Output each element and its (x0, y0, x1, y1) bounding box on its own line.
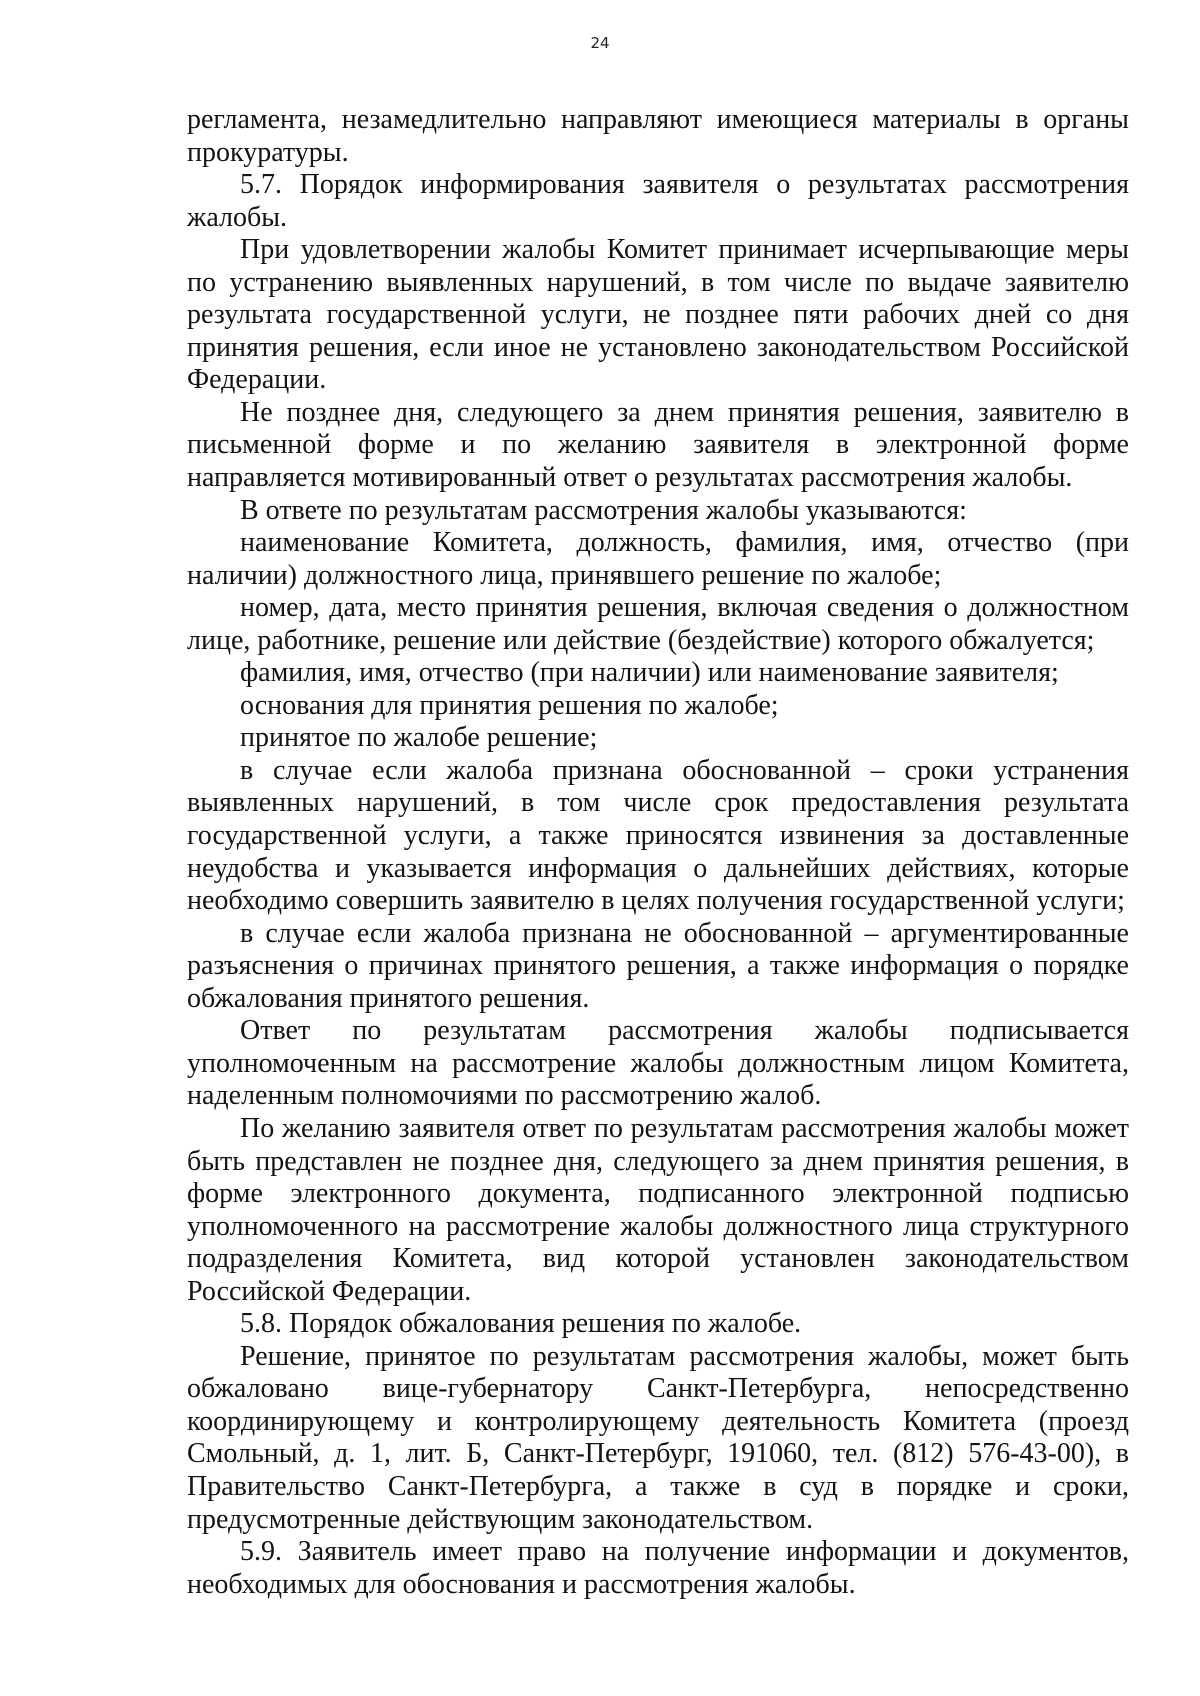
list-item: наименование Комитета, должность, фамилия, имя, отчество (при наличии) должностного лица, принявшего решение по жалобе; (187, 527, 1129, 591)
section-5-7-heading: 5.7. Порядок информирования заявителя о результатах рассмотрения жалобы. (187, 169, 1129, 233)
list-item: в случае если жалоба признана обоснованной – сроки устранения выявленных нарушений, в том числе срок предоставления результата государственной услуги, а также приносятся извинения за доставленные неудобства и указывается информация о дальнейших действиях, которые необходимо совершить заявителю в целях получения государственной услуги; (187, 754, 1129, 917)
paragraph: По желанию заявителя ответ по результатам рассмотрения жалобы может быть представлен не позднее дня, следующего за днем принятия решения, в форме электронного документа, подписанного электронной подписью уполномоченного на рассмотрение жалобы должностного лица структурного подразделения Комитета, вид которой установлен законодательством Российской Федерации. (187, 1112, 1129, 1307)
list-item: основания для принятия решения по жалобе; (240, 689, 779, 721)
document-body (187, 104, 1129, 1601)
list-item: принятое по жалобе решение; (240, 722, 598, 754)
list-item: номер, дата, место принятия решения, включая сведения о должностном лице, работнике, решение или действие (бездействие) которого обжалуется; (187, 592, 1129, 656)
paragraph: В ответе по результатам рассмотрения жалобы указываются: (240, 494, 967, 526)
section-5-8-heading: 5.8. Порядок обжалования решения по жалобе. (240, 1308, 802, 1340)
list-item: фамилия, имя, отчество (при наличии) или наименование заявителя; (240, 657, 1059, 689)
list-item: в случае если жалоба признана не обоснованной – аргументированные разъяснения о причинах принятого решения, а также информация о порядке обжалования принятого решения. (187, 917, 1129, 1014)
paragraph: Ответ по результатам рассмотрения жалобы подписывается уполномоченным на рассмотрение жалобы должностным лицом Комитета, наделенным полномочиями по рассмотрению жалоб. (187, 1015, 1129, 1112)
page-number: 24 (590, 34, 610, 52)
paragraph: Не позднее дня, следующего за днем принятия решения, заявителю в письменной форме и по желанию заявителя в электронной форме направляется мотивированный ответ о результатах рассмотрения жалобы. (187, 396, 1129, 494)
paragraph: Решение, принятое по результатам рассмотрения жалобы, может быть обжаловано вице-губернатору Санкт-Петербурга, непосредственно координирующему и контролирующему деятельность Комитета (проезд Смольный, д. 1, лит. Б, Санкт-Петербург, 191060, тел. (812) 576-43-00), в Правительство Санкт-Петербурга, а также в суд в порядке и сроки, предусмотренные действующим законодательством. (187, 1340, 1129, 1535)
section-5-9-paragraph: 5.9. Заявитель имеет право на получение информации и документов, необходимых для обоснования и рассмотрения жалобы. (187, 1536, 1129, 1600)
paragraph-continuation: регламента, незамедлительно направляют имеющиеся материалы в органы прокуратуры. (187, 104, 1129, 168)
paragraph: При удовлетворении жалобы Комитет принимает исчерпывающие меры по устранению выявленных нарушений, в том числе по выдаче заявителю результата государственной услуги, не позднее пяти рабочих дней со дня принятия решения, если иное не установлено законодательством Российской Федерации. (187, 234, 1129, 396)
